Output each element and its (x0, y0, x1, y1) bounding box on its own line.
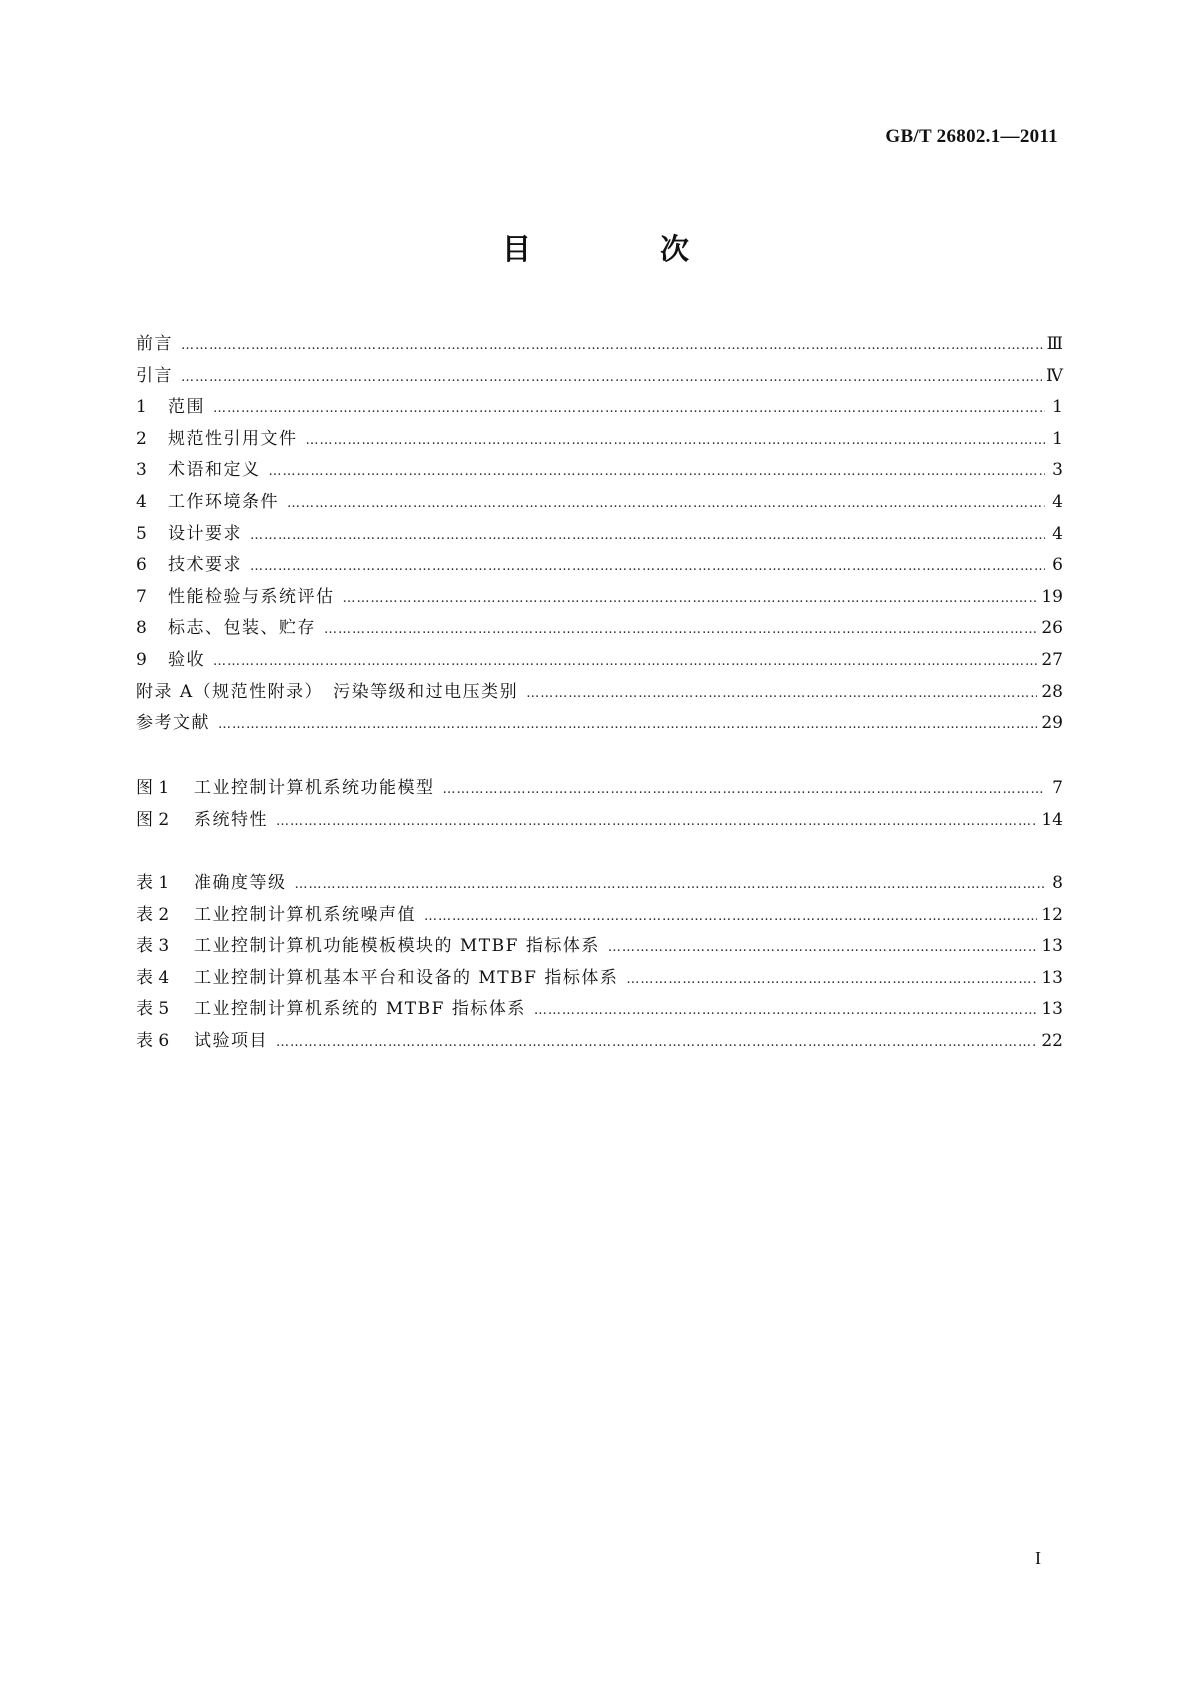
toc-entry-label: 工业控制计算机系统的 MTBF 指标体系 (194, 999, 526, 1020)
toc-entry-marking-packaging[interactable] (136, 613, 1063, 645)
toc-entry-page: 27 (1041, 649, 1063, 670)
toc-tables-section (136, 868, 1063, 1058)
dot-leader (526, 678, 1037, 710)
toc-entry-label: 范围 (168, 397, 205, 418)
toc-entry-number: 表 2 (136, 904, 170, 925)
toc-entry-number: 5 (136, 523, 147, 544)
toc-entry-table-6[interactable] (136, 1026, 1063, 1058)
toc-entry-annex-a[interactable] (136, 677, 1063, 709)
toc-entry-label: 准确度等级 (194, 873, 287, 893)
dot-leader (608, 932, 1038, 964)
toc-entry-page: Ⅳ (1046, 365, 1063, 386)
dot-leader (424, 901, 1037, 933)
toc-entry-page: 6 (1052, 555, 1063, 576)
dot-leader (250, 551, 1045, 583)
toc-entry-page: 8 (1052, 873, 1063, 893)
toc-entry-number: 图 1 (136, 778, 170, 798)
toc-entry-page: 1 (1052, 397, 1063, 418)
toc-entry-normative-references[interactable] (136, 424, 1063, 456)
toc-entry-label: 性能检验与系统评估 (168, 586, 335, 607)
toc-figures-section (136, 773, 1063, 836)
toc-entry-page: 13 (1041, 967, 1063, 988)
toc-entry-terms[interactable] (136, 455, 1063, 487)
toc-entry-table-3[interactable] (136, 931, 1063, 963)
toc-entry-label: 规范性引用文件 (168, 428, 298, 449)
toc-entry-design-requirements[interactable] (136, 519, 1063, 551)
toc-entry-foreword[interactable] (136, 329, 1063, 361)
dot-leader (269, 456, 1046, 488)
toc-entry-technical-requirements[interactable] (136, 550, 1063, 582)
dot-leader (534, 995, 1038, 1027)
toc-entry-label: 验收 (168, 649, 205, 670)
dot-leader (287, 488, 1045, 520)
toc-entry-page: 26 (1041, 618, 1063, 639)
toc-entry-label: 工业控制计算机功能模板模块的 MTBF 指标体系 (194, 936, 600, 957)
toc-entry-number: 表 5 (136, 999, 170, 1020)
toc-entry-table-4[interactable] (136, 963, 1063, 995)
toc-entry-label: 标志、包装、贮存 (168, 618, 316, 639)
toc-entry-page: 19 (1041, 586, 1063, 607)
toc-entry-label: 参考文献 (136, 713, 210, 734)
dot-leader (443, 774, 1046, 806)
toc-entry-label: 系统特性 (194, 809, 268, 830)
toc-entry-number: 表 1 (136, 873, 170, 893)
toc-entry-number: 1 (136, 397, 147, 418)
toc-entry-number: 8 (136, 618, 147, 639)
dot-leader (276, 806, 1037, 838)
toc-entry-label: 设计要求 (168, 523, 242, 544)
toc-entry-number: 4 (136, 491, 147, 512)
toc-entry-number: 表 3 (136, 936, 170, 957)
toc-entry-page: 3 (1052, 460, 1063, 481)
toc-entry-number: 2 (136, 428, 147, 449)
toc-entry-label: 试验项目 (194, 1030, 268, 1051)
toc-entry-number: 6 (136, 555, 147, 576)
toc-entry-number: 图 2 (136, 809, 170, 830)
toc-entry-number: 表 4 (136, 967, 170, 988)
dot-leader (218, 709, 1037, 741)
toc-entry-introduction[interactable] (136, 361, 1063, 393)
toc-entry-label: 引言 (136, 365, 173, 386)
toc-entry-number: 表 6 (136, 1030, 170, 1051)
toc-entry-number: 7 (136, 586, 147, 607)
toc-entry-label: 前言 (136, 334, 173, 354)
toc-main-section (136, 329, 1063, 740)
toc-entry-working-conditions[interactable] (136, 487, 1063, 519)
toc-entry-page: 29 (1041, 713, 1063, 734)
toc-entry-acceptance[interactable] (136, 645, 1063, 677)
dot-leader (181, 330, 1043, 362)
toc-entry-label: 工业控制计算机系统噪声值 (194, 904, 416, 925)
toc-entry-page: 14 (1041, 809, 1063, 830)
toc-entry-number: 9 (136, 649, 147, 670)
toc-entry-label: 工业控制计算机基本平台和设备的 MTBF 指标体系 (194, 967, 619, 988)
toc-entry-table-2[interactable] (136, 900, 1063, 932)
toc-entry-figure-2[interactable] (136, 805, 1063, 837)
page-title: 目 次 (501, 232, 739, 266)
toc-entry-page: 28 (1041, 681, 1063, 702)
dot-leader (324, 614, 1037, 646)
dot-leader (626, 964, 1037, 996)
toc-entry-label: 工业控制计算机系统功能模型 (194, 778, 435, 798)
toc-entry-page: 13 (1041, 999, 1063, 1020)
toc-entry-label: 术语和定义 (168, 460, 261, 481)
toc-entry-page: 1 (1052, 428, 1063, 449)
dot-leader (250, 520, 1045, 552)
toc-entry-page: 4 (1052, 523, 1063, 544)
toc-entry-table-5[interactable] (136, 994, 1063, 1026)
page-folio: I (1035, 1548, 1041, 1568)
dot-leader (181, 362, 1042, 394)
toc-entry-bibliography[interactable] (136, 708, 1063, 740)
dot-leader (306, 425, 1046, 457)
standard-code: GB/T 26802.1—2011 (885, 126, 1058, 147)
toc-entry-number: 3 (136, 460, 147, 481)
dot-leader (213, 646, 1037, 678)
toc-entry-scope[interactable] (136, 392, 1063, 424)
dot-leader (213, 393, 1045, 425)
dot-leader (343, 583, 1038, 615)
toc-entry-label: 附录 A（规范性附录） 污染等级和过电压类别 (136, 681, 519, 702)
toc-entry-page: 4 (1052, 491, 1063, 512)
toc-entry-figure-1[interactable] (136, 773, 1063, 805)
toc-entry-page: 13 (1041, 936, 1063, 957)
toc-entry-page: 12 (1041, 904, 1063, 925)
toc-entry-page: Ⅲ (1046, 334, 1063, 354)
toc-entry-table-1[interactable] (136, 868, 1063, 900)
toc-entry-label: 技术要求 (168, 555, 242, 576)
toc-entry-page: 22 (1041, 1030, 1063, 1051)
dot-leader (295, 869, 1046, 901)
toc-entry-label: 工作环境条件 (168, 491, 279, 512)
dot-leader (276, 1027, 1037, 1059)
toc-entry-performance-testing[interactable] (136, 582, 1063, 614)
toc-entry-page: 7 (1052, 778, 1063, 798)
